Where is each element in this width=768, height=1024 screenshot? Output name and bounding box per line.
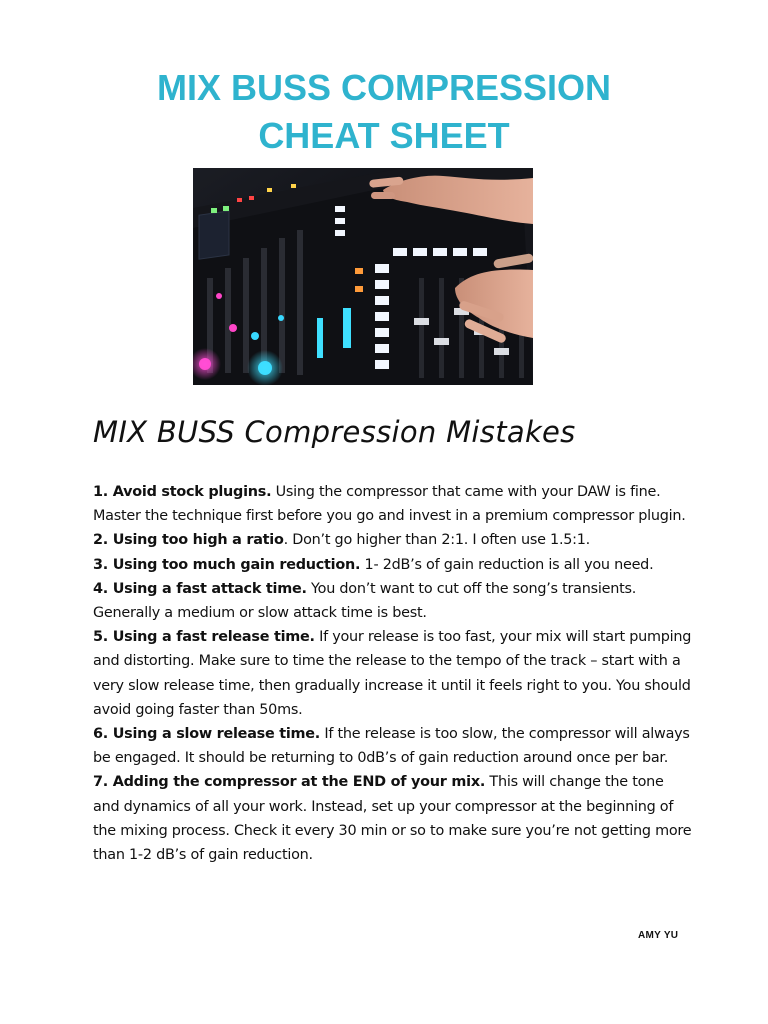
mistake-text: If your release is too fast, your mix will start pumping and distorting. Make sure to time the release to the tempo of the track – start with a very slow release time, then gradually increase it until it feels right to you. You should avoid going faster than 50ms.: [93, 629, 692, 718]
mistake-lead: 1. Avoid stock plugins.: [93, 484, 272, 500]
mistake-lead: 2. Using too high a ratio: [93, 532, 284, 549]
page-title: [0, 64, 768, 160]
mistake-text: You don’t want to cut off the song’s transients. Generally a medium or slow attack time is best.: [93, 580, 637, 622]
mixing-console-photo: [193, 168, 533, 385]
mistake-item: [93, 722, 693, 770]
mistake-item: [93, 625, 693, 722]
section-heading: MIX BUSS Compression Mistakes: [93, 415, 576, 449]
mistake-text: This will change the tone and dynamics of all your work. Instead, set up your compressor at the beginning of the mixing process. Check it every 30 min or so to make sure you’re not getting more than 1-2 dB’s of gain reduction.: [93, 774, 692, 864]
mistake-text: Using the compressor that came with your DAW is fine. Master the technique first before you go and invest in a premium compressor plugin.: [93, 484, 686, 525]
mistake-lead: 4. Using a fast attack time.: [93, 580, 307, 597]
mistake-lead: 3. Using too much gain reduction.: [93, 556, 361, 573]
mixing-console-illustration: [193, 168, 533, 385]
mistake-lead: 7. Adding the compressor at the END of your mix.: [93, 774, 486, 791]
mistake-item: [93, 528, 693, 552]
page-title-line-2: CHEAT SHEET: [258, 115, 510, 156]
mistake-text: 1- 2dB’s of gain reduction is all you need.: [360, 556, 654, 573]
mistake-item: [93, 553, 693, 577]
mistake-text: If the release is too slow, the compressor will always be engaged. It should be returning to 0dB’s of gain reduction around once per bar.: [93, 726, 690, 767]
mistake-item: [93, 480, 693, 528]
author-name: AMY YU: [638, 930, 679, 941]
page-title-line-1: MIX BUSS COMPRESSION: [156, 67, 612, 108]
mistake-lead: 6. Using a slow release time.: [93, 726, 321, 743]
mistake-item: [93, 577, 693, 625]
mistake-lead: 5. Using a fast release time.: [93, 629, 315, 646]
mistake-text: . Don’t go higher than 2:1. I often use 1.5:1.: [283, 532, 591, 549]
mistakes-list: [93, 480, 693, 867]
mistake-item: [93, 770, 693, 867]
